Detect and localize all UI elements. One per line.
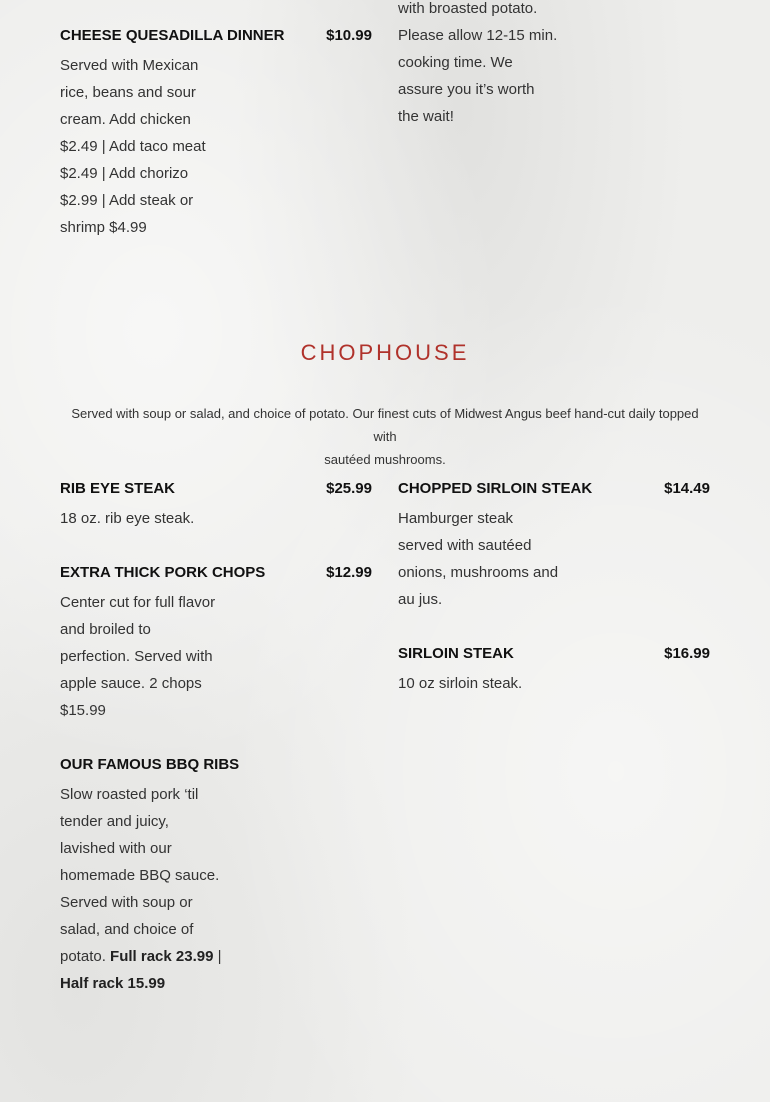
item-price-cheese-quesadilla: $10.99	[326, 27, 372, 44]
description-line: assure you it’s worth	[398, 81, 535, 98]
item-description-continued	[398, 0, 578, 130]
item-name-chopped-sirloin: CHOPPED SIRLOIN STEAK	[398, 480, 593, 497]
description-line: tender and juicy,	[60, 813, 169, 830]
price-full-rack: Full rack 23.99	[110, 948, 214, 965]
description-line: $2.99 | Add steak or	[60, 192, 194, 209]
item-price-rib-eye: $25.99	[326, 480, 372, 497]
description-line: Hamburger steak	[398, 510, 514, 527]
item-name-pork-chops: EXTRA THICK PORK CHOPS	[60, 564, 266, 581]
item-description-chopped-sirloin	[398, 505, 598, 613]
description-text: potato.	[60, 948, 111, 965]
description-line: served with sautéed	[398, 537, 532, 554]
description-line	[60, 970, 260, 997]
intro-line: sautéed mushrooms.	[324, 452, 446, 467]
item-price-chopped-sirloin: $14.49	[664, 480, 710, 497]
item-price-sirloin: $16.99	[664, 645, 710, 662]
description-line: the wait!	[398, 108, 454, 125]
section-title-chophouse: CHOPHOUSE	[300, 340, 470, 365]
description-line: $15.99	[60, 702, 106, 719]
description-line: salad, and choice of	[60, 921, 194, 938]
description-line: $2.49 | Add taco meat	[60, 138, 206, 155]
description-line: 18 oz. rib eye steak.	[60, 510, 195, 527]
intro-line: Served with soup or salad, and choice of potato. Our finest cuts of Midwest Angus beef hand-cut daily topped with	[71, 406, 699, 444]
item-description-cheese-quesadilla	[60, 52, 230, 241]
description-line: Slow roasted pork ‘til	[60, 786, 199, 803]
item-name-bbq-ribs: OUR FAMOUS BBQ RIBS	[60, 756, 240, 773]
description-line: homemade BBQ sauce.	[60, 867, 220, 884]
description-line: perfection. Served with	[60, 648, 213, 665]
description-line: lavished with our	[60, 840, 172, 857]
item-name-rib-eye: RIB EYE STEAK	[60, 480, 176, 497]
description-line: $2.49 | Add chorizo	[60, 165, 189, 182]
description-line: au jus.	[398, 591, 443, 608]
description-line: Please allow 12-15 min.	[398, 27, 558, 44]
description-line: cooking time. We	[398, 54, 513, 71]
item-description-sirloin	[398, 670, 598, 697]
item-name-sirloin: SIRLOIN STEAK	[398, 645, 514, 662]
description-line: apple sauce. 2 chops	[60, 675, 202, 692]
description-line: shrimp $4.99	[60, 219, 147, 236]
item-description-pork-chops	[60, 589, 260, 724]
description-line: Served with Mexican	[60, 57, 199, 74]
description-line: cream. Add chicken	[60, 111, 191, 128]
item-price-pork-chops: $12.99	[326, 564, 372, 581]
description-line: with broasted potato.	[398, 0, 538, 17]
item-description-bbq-ribs	[60, 781, 260, 997]
description-line: onions, mushrooms and	[398, 564, 559, 581]
description-line	[60, 943, 260, 970]
description-line: and broiled to	[60, 621, 151, 638]
description-line: Center cut for full flavor	[60, 594, 216, 611]
section-intro-chophouse	[60, 402, 710, 471]
price-separator: |	[213, 948, 222, 965]
description-line: rice, beans and sour	[60, 84, 196, 101]
description-line: 10 oz sirloin steak.	[398, 675, 523, 692]
item-name-cheese-quesadilla: CHEESE QUESADILLA DINNER	[60, 27, 285, 44]
item-description-rib-eye	[60, 505, 260, 532]
description-line: Served with soup or	[60, 894, 193, 911]
price-half-rack: Half rack 15.99	[60, 975, 166, 992]
